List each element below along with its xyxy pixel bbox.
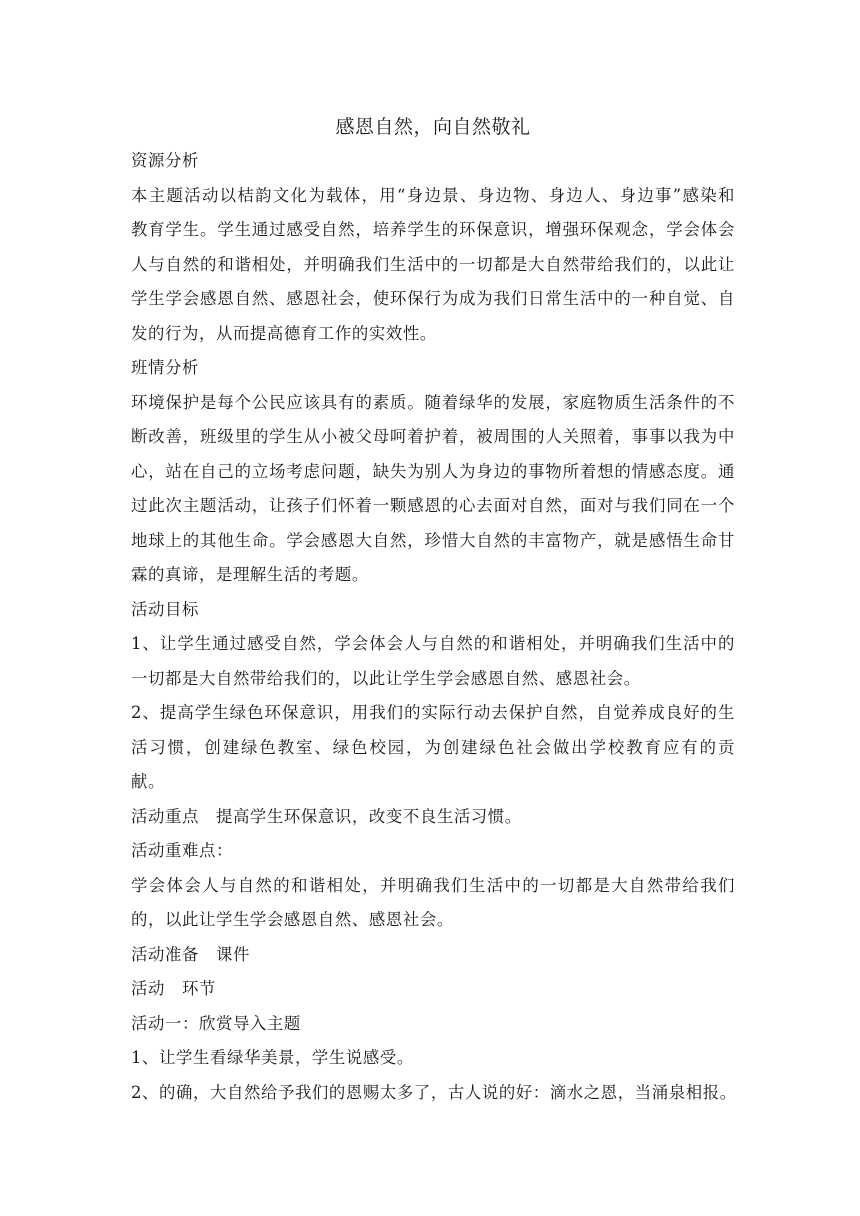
heading-activity-one: 活动一：欣赏导入主题	[131, 1013, 301, 1033]
paragraph-line: 地球上的其他生命。学会感恩大自然，珍惜大自然的丰富物产，就是感悟生命甘	[131, 530, 735, 550]
document-title: 感恩自然，向自然敬礼	[335, 116, 531, 138]
activity-preparation: 活动准备 课件	[131, 944, 250, 964]
heading-activity-goals: 活动目标	[131, 599, 199, 619]
heading-activity-steps: 活动 环节	[131, 979, 216, 998]
paragraph-line: 过此次主题活动，让孩子们怀着一颗感恩的心去面对自然，面对与我们同在一个	[131, 496, 735, 515]
paragraph-line: 霖的真谛，是理解生活的考题。	[131, 565, 369, 584]
paragraph-line: 断改善，班级里的学生从小被父母呵着护着，被周围的人关照着，事事以我为中	[131, 427, 735, 446]
activity-focus: 活动重点 提高学生环保意识，改变不良生活习惯。	[131, 806, 522, 826]
heading-class-analysis: 班情分析	[131, 358, 199, 377]
paragraph-line: 人与自然的和谐相处，并明确我们生活中的一切都是大自然带给我们的，以此让	[131, 254, 735, 274]
paragraph-line: 学会体会人与自然的和谐相处，并明确我们生活中的一切都是大自然带给我们	[131, 875, 735, 895]
paragraph-line: 环境保护是每个公民应该具有的素质。随着绿华的发展，家庭物质生活条件的不	[131, 392, 735, 412]
paragraph-line: 心，站在自己的立场考虑问题，缺失为别人为身边的事物所着想的情感态度。通	[131, 461, 735, 481]
paragraph-line: 发的行为，从而提高德育工作的实效性。	[131, 323, 437, 343]
paragraph-line: 一切都是大自然带给我们的，以此让学生学会感恩自然、感恩社会。	[131, 668, 641, 688]
document-page	[131, 110, 735, 1110]
paragraph-line: 2、提高学生绿色环保意识，用我们的实际行动去保护自然，自觉养成良好的生	[131, 703, 735, 722]
paragraph-line: 本主题活动以桔韵文化为载体，用“身边景、身边物、身边人、身边事”感染和	[131, 185, 735, 205]
heading-resource-analysis: 资源分析	[131, 151, 199, 170]
paragraph-line: 教育学生。学生通过感受自然，培养学生的环保意识，增强环保观念，学会体会	[131, 220, 735, 239]
paragraph-line: 活习惯，创建绿色教室、绿色校园，为创建绿色社会做出学校教育应有的贡	[131, 737, 735, 757]
paragraph-line: 献。	[131, 772, 165, 791]
paragraph-line: 1、让学生通过感受自然，学会体会人与自然的和谐相处，并明确我们生活中的	[131, 634, 735, 653]
paragraph-line: 的，以此让学生学会感恩自然、感恩社会。	[131, 910, 454, 929]
paragraph-line: 2、的确，大自然给予我们的恩赐太多了，古人说的好：滴水之恩，当涌泉相报。	[131, 1082, 737, 1102]
paragraph-line: 1、让学生看绿华美景，学生说感受。	[131, 1048, 414, 1067]
heading-activity-difficulty: 活动重难点：	[131, 841, 233, 860]
paragraph-line: 学生学会感恩自然、感恩社会，使环保行为成为我们日常生活中的一种自觉、自	[131, 289, 735, 308]
